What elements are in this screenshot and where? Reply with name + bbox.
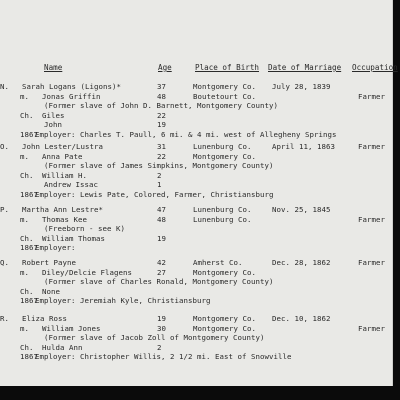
record-name: Robert Payne <box>22 258 76 267</box>
record-place: Montgomery Co. <box>193 151 256 161</box>
record-age: 22 <box>157 110 166 120</box>
record-line <box>0 343 392 353</box>
record-line <box>0 152 392 162</box>
record-role: 1867 <box>20 296 38 306</box>
record-place: Montgomery Co. <box>193 267 256 277</box>
record-name: Andrew Issac <box>44 180 98 190</box>
record-line <box>0 190 392 200</box>
record-age: 2 <box>157 342 162 352</box>
record-name: John Lester/Lustra <box>22 142 103 151</box>
record-name: Martha Ann Lestre* <box>22 205 103 214</box>
record-name: Sarah Logans (Ligons)* <box>22 82 121 91</box>
record-name: William Thomas <box>42 233 105 243</box>
record-line <box>0 277 392 287</box>
record-line <box>0 243 392 253</box>
record-line <box>0 142 392 152</box>
record-line <box>0 82 392 92</box>
record-place: Boutetourt Co. <box>193 91 256 101</box>
record-line <box>0 92 392 102</box>
record-name: (Former slave of James Simpkins, Montgomery County) <box>44 161 274 171</box>
record-line <box>0 120 392 130</box>
record-line <box>0 101 392 111</box>
record-date: Dec. 28, 1862 <box>272 258 331 267</box>
record-age: 1 <box>157 180 162 190</box>
record-line <box>0 324 392 334</box>
record-name: (Former slave of Charles Ronald, Montgomery County) <box>44 277 274 287</box>
record-role: m. <box>20 91 29 101</box>
record-marker: Q. <box>0 258 9 267</box>
record-place: Amherst Co. <box>193 258 243 267</box>
record-line <box>0 287 392 297</box>
record-age: 48 <box>157 91 166 101</box>
record-place: Lunenburg Co. <box>193 205 252 214</box>
record-role: m. <box>20 214 29 224</box>
record-line <box>0 258 392 268</box>
record-name: Jonas Griffin <box>42 91 101 101</box>
record-marker: N. <box>0 82 9 91</box>
record-occupation: Farmer <box>358 323 385 333</box>
record-name: (Freeborn - see K) <box>44 224 125 234</box>
record-role: Ch. <box>20 342 34 352</box>
record-line <box>0 130 392 140</box>
record-occupation: Farmer <box>358 258 385 267</box>
record-place: Montgomery Co. <box>193 323 256 333</box>
record-name: Eliza Ross <box>22 314 67 323</box>
record-role: Ch. <box>20 170 34 180</box>
record-age: 22 <box>157 151 166 161</box>
record-age: 2 <box>157 170 162 180</box>
record-name: Thomas Kee <box>42 214 87 224</box>
record-line <box>0 314 392 324</box>
record-marker: P. <box>0 205 9 214</box>
record-name: (Former slave of Jacob Zoll of Montgomery County) <box>44 333 265 343</box>
record-occupation: Farmer <box>358 142 385 151</box>
record-line <box>0 111 392 121</box>
record-name: (Former slave of John D. Barnett, Montgomery County) <box>44 101 278 111</box>
record-occupation: Farmer <box>358 91 385 101</box>
record-age: 19 <box>157 314 166 323</box>
record-name: Employer: Charles T. Paull, 6 mi. & 4 mi. west of Allegheny Springs <box>35 130 337 139</box>
record-line <box>0 352 392 362</box>
header-name: Name <box>44 63 63 72</box>
record-date: Nov. 25, 1845 <box>272 205 331 214</box>
record-line <box>0 180 392 190</box>
record-name: Employer: Christopher Willis, 2 1/2 mi. East of Snowville <box>35 352 292 362</box>
record-age: 48 <box>157 214 166 224</box>
record-place: Lunenburg Co. <box>193 142 252 151</box>
record-date: April 11, 1863 <box>272 142 335 151</box>
record-age: 19 <box>157 233 166 243</box>
header-age: Age <box>158 63 172 72</box>
header-date-of-marriage: Date of Marriage <box>268 63 342 72</box>
record-line <box>0 333 392 343</box>
record-line <box>0 171 392 181</box>
record-age: 30 <box>157 323 166 333</box>
record-role: Ch. <box>20 233 34 243</box>
record-line <box>0 268 392 278</box>
record-age: 27 <box>157 267 166 277</box>
record-age: 31 <box>157 142 166 151</box>
record-age: 19 <box>157 120 166 130</box>
record-age: 37 <box>157 82 166 91</box>
record-role: 1867 <box>20 243 38 253</box>
record-name: Giles <box>42 110 65 120</box>
header-occupation: Occupation <box>352 63 398 72</box>
record-name: Employer: Lewis Pate, Colored, Farmer, Christiansburg <box>35 190 274 199</box>
record-date: Dec. 10, 1862 <box>272 314 331 323</box>
record-role: 1867 <box>20 190 38 199</box>
record-place: Montgomery Co. <box>193 314 256 323</box>
record-age: 47 <box>157 205 166 214</box>
record-line <box>0 296 392 306</box>
record-role: Ch. <box>20 286 34 296</box>
record-name: None <box>42 286 60 296</box>
record-occupation: Farmer <box>358 214 385 224</box>
record-line <box>0 205 392 215</box>
record-role: 1867 <box>20 352 38 362</box>
record-line <box>0 161 392 171</box>
record-marker: R. <box>0 314 9 323</box>
record-role: m. <box>20 267 29 277</box>
record-place: Lunenburg Co. <box>193 214 252 224</box>
record-place: Montgomery Co. <box>193 82 256 91</box>
record-role: m. <box>20 151 29 161</box>
record-name: Employer: <box>35 243 76 253</box>
record-date: July 28, 1839 <box>272 82 331 91</box>
record-name: Hulda Ann <box>42 342 83 352</box>
record-role: m. <box>20 323 29 333</box>
header-place-of-birth: Place of Birth <box>195 63 260 72</box>
record-line <box>0 234 392 244</box>
record-line <box>0 224 392 234</box>
record-role: 1867 <box>20 130 38 139</box>
record-line <box>0 215 392 225</box>
record-name: Employer: Jeremiah Kyle, Christiansburg <box>35 296 211 306</box>
record-name: William H. <box>42 170 87 180</box>
record-name: Anna Pate <box>42 151 83 161</box>
record-marker: O. <box>0 142 9 151</box>
record-name: Diley/Delcie Flagens <box>42 267 132 277</box>
record-age: 42 <box>157 258 166 267</box>
record-name: John <box>44 120 62 130</box>
record-name: William Jones <box>42 323 101 333</box>
record-role: Ch. <box>20 110 34 120</box>
